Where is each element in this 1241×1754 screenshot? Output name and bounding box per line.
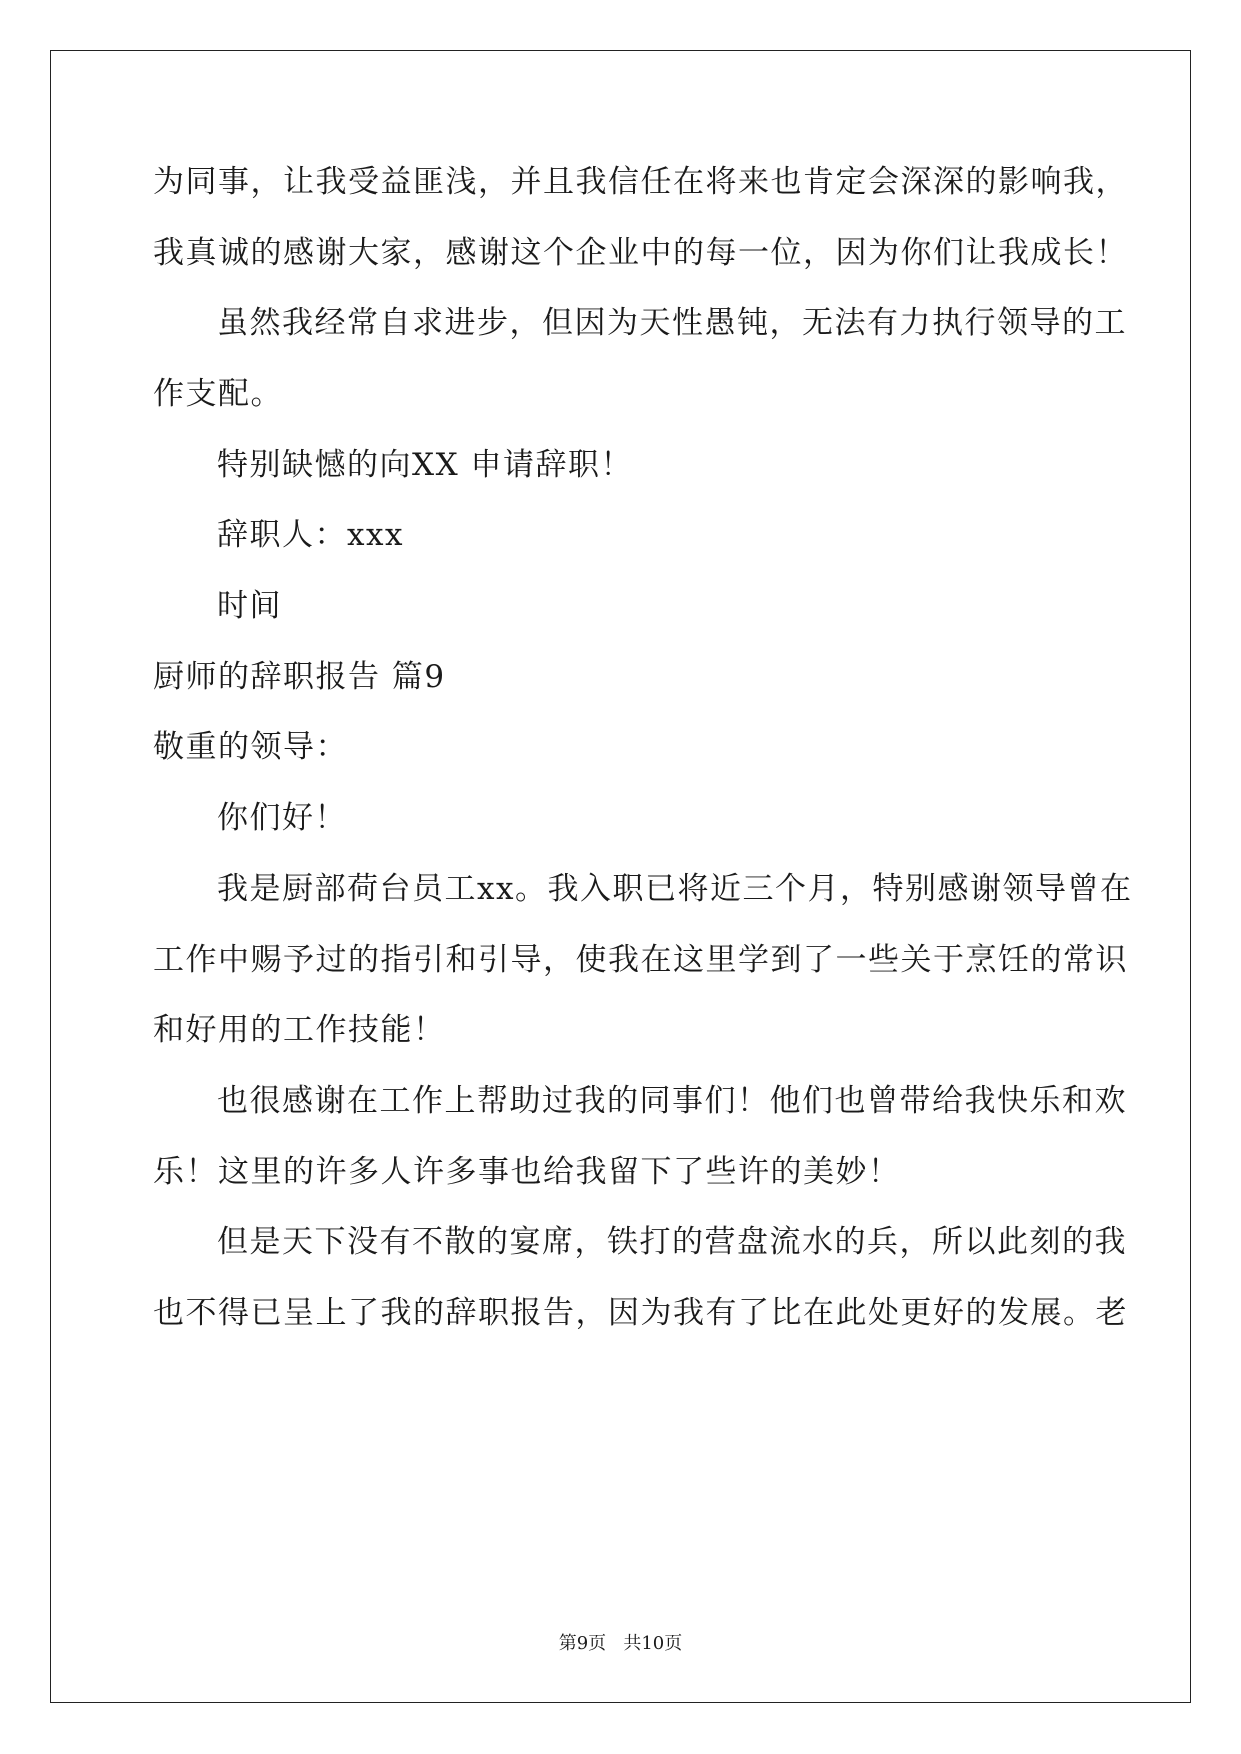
text-line: 为同事，让我受益匪浅，并且我信任在将来也肯定会深深的影响我，	[153, 164, 1128, 200]
text-line: 我真诚的感谢大家，感谢这个企业中的每一位，因为你们让我成长！	[153, 235, 1128, 271]
signature-line: 辞职人：xxx	[217, 517, 404, 553]
section-heading: 厨师的辞职报告 篇9	[153, 659, 446, 695]
salutation: 敬重的领导：	[153, 729, 348, 765]
text-line: 作支配。	[153, 376, 283, 412]
text-line: 也不得已呈上了我的辞职报告，因为我有了比在此处更好的发展。老	[153, 1295, 1128, 1331]
text-line: 和好用的工作技能！	[153, 1012, 446, 1048]
page-footer: 第9页 共10页	[558, 1633, 683, 1654]
date-line: 时间	[217, 588, 282, 624]
text-line: 特别缺憾的向XX 申请辞职！	[217, 447, 633, 483]
text-line: 也很感谢在工作上帮助过我的同事们！他们也曾带给我快乐和欢	[217, 1083, 1127, 1119]
text-line: 工作中赐予过的指引和引导，使我在这里学到了一些关于烹饪的常识	[153, 942, 1128, 978]
text-line: 但是天下没有不散的宴席，铁打的营盘流水的兵，所以此刻的我	[217, 1224, 1127, 1260]
text-line: 乐！这里的许多人许多事也给我留下了些许的美妙！	[153, 1154, 901, 1190]
text-line: 虽然我经常自求进步，但因为天性愚钝，无法有力执行领导的工	[217, 305, 1127, 341]
text-line: 我是厨部荷台员工xx。我入职已将近三个月，特别感谢领导曾在	[217, 871, 1133, 907]
greeting: 你们好！	[217, 800, 347, 836]
